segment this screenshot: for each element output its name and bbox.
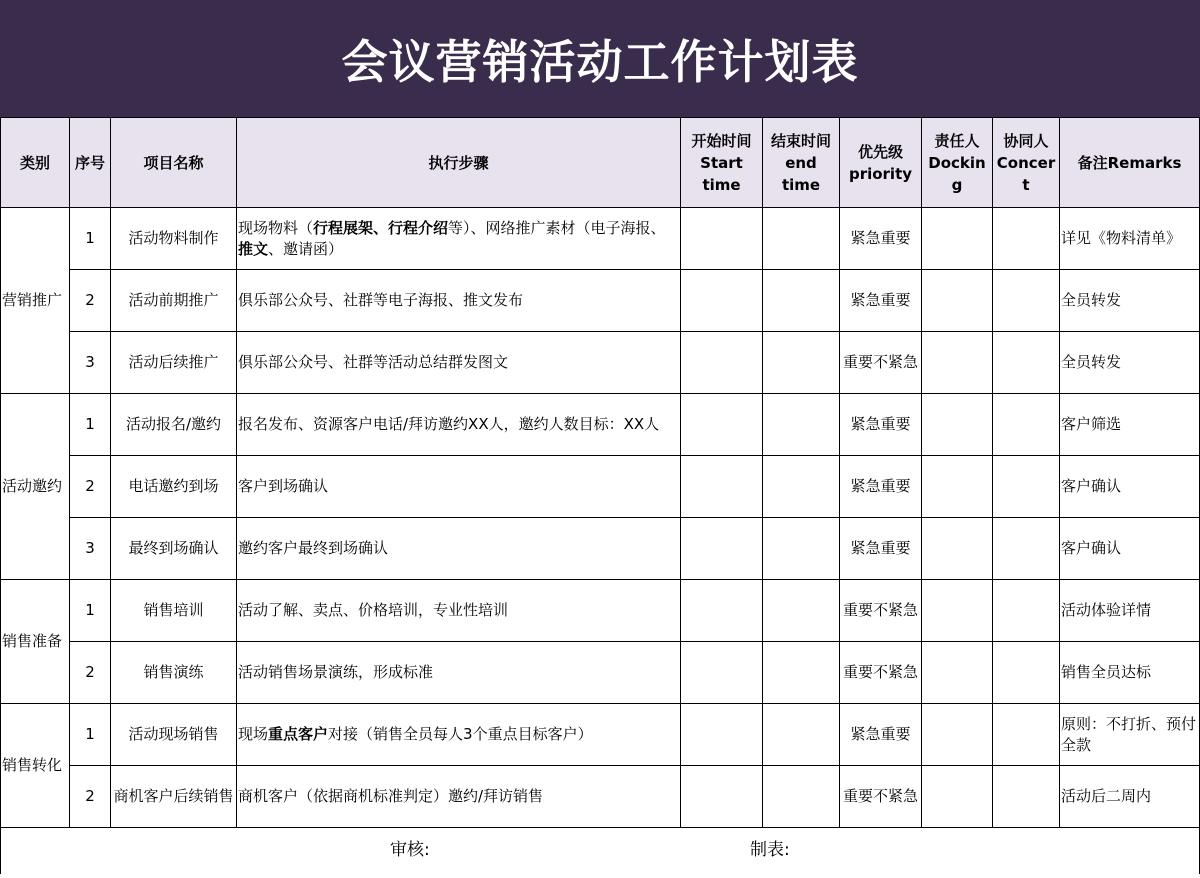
start-cell[interactable] bbox=[681, 332, 763, 394]
steps-cell: 活动了解、卖点、价格培训，专业性培训 bbox=[237, 580, 681, 642]
priority-cell: 紧急重要 bbox=[840, 456, 922, 518]
partner-cell[interactable] bbox=[993, 394, 1060, 456]
priority-cell: 重要不紧急 bbox=[840, 332, 922, 394]
partner-cell[interactable] bbox=[993, 456, 1060, 518]
start-cell[interactable] bbox=[681, 270, 763, 332]
table-row bbox=[1, 704, 1200, 766]
header-owner-cn: 责任人 bbox=[934, 131, 980, 150]
end-cell[interactable] bbox=[763, 580, 840, 642]
header-end-cn: 结束时间 bbox=[770, 131, 831, 150]
start-cell[interactable] bbox=[681, 766, 763, 828]
end-cell[interactable] bbox=[763, 642, 840, 704]
owner-cell[interactable] bbox=[922, 704, 993, 766]
priority-cell: 重要不紧急 bbox=[840, 766, 922, 828]
index-cell: 2 bbox=[70, 642, 111, 704]
category-cell: 销售准备 bbox=[1, 580, 70, 704]
steps-cell: 俱乐部公众号、社群等活动总结群发图文 bbox=[237, 332, 681, 394]
steps-bold: 行程展架、行程介绍 bbox=[313, 218, 449, 237]
partner-cell[interactable] bbox=[993, 642, 1060, 704]
owner-cell[interactable] bbox=[922, 332, 993, 394]
header-owner-en: Docking bbox=[928, 153, 986, 194]
header-end bbox=[763, 118, 840, 208]
remarks-cell: 详见《物料清单》 bbox=[1060, 208, 1200, 270]
header-partner bbox=[993, 118, 1060, 208]
sheet-title: 会议营销活动工作计划表 bbox=[0, 0, 1200, 117]
start-cell[interactable] bbox=[681, 456, 763, 518]
start-cell[interactable] bbox=[681, 208, 763, 270]
project-cell: 活动报名/邀约 bbox=[111, 394, 237, 456]
owner-cell[interactable] bbox=[922, 456, 993, 518]
priority-cell: 紧急重要 bbox=[840, 704, 922, 766]
index-cell: 1 bbox=[70, 394, 111, 456]
project-cell: 商机客户后续销售 bbox=[111, 766, 237, 828]
priority-cell: 紧急重要 bbox=[840, 208, 922, 270]
remarks-cell: 全员转发 bbox=[1060, 270, 1200, 332]
priority-cell: 重要不紧急 bbox=[840, 580, 922, 642]
remarks-cell: 销售全员达标 bbox=[1060, 642, 1200, 704]
end-cell[interactable] bbox=[763, 332, 840, 394]
maker-label: 制表: bbox=[750, 840, 790, 860]
index-cell: 2 bbox=[70, 270, 111, 332]
remarks-cell: 原则：不打折、预付全款 bbox=[1060, 704, 1200, 766]
priority-cell: 紧急重要 bbox=[840, 270, 922, 332]
priority-cell: 紧急重要 bbox=[840, 394, 922, 456]
footer-row bbox=[1, 828, 1200, 875]
end-cell[interactable] bbox=[763, 766, 840, 828]
remarks-cell: 客户确认 bbox=[1060, 518, 1200, 580]
end-cell[interactable] bbox=[763, 518, 840, 580]
index-cell: 2 bbox=[70, 456, 111, 518]
owner-cell[interactable] bbox=[922, 208, 993, 270]
table-row bbox=[1, 456, 1200, 518]
index-cell: 1 bbox=[70, 704, 111, 766]
partner-cell[interactable] bbox=[993, 270, 1060, 332]
end-cell[interactable] bbox=[763, 394, 840, 456]
partner-cell[interactable] bbox=[993, 208, 1060, 270]
owner-cell[interactable] bbox=[922, 642, 993, 704]
header-remarks: 备注Remarks bbox=[1060, 118, 1200, 208]
category-cell: 营销推广 bbox=[1, 208, 70, 394]
index-cell: 1 bbox=[70, 208, 111, 270]
remarks-cell: 客户筛选 bbox=[1060, 394, 1200, 456]
header-owner bbox=[922, 118, 993, 208]
project-cell: 电话邀约到场 bbox=[111, 456, 237, 518]
header-index: 序号 bbox=[70, 118, 111, 208]
remarks-cell: 活动后二周内 bbox=[1060, 766, 1200, 828]
header-start bbox=[681, 118, 763, 208]
steps-cell: 报名发布、资源客户电话/拜访邀约XX人，邀约人数目标：XX人 bbox=[237, 394, 681, 456]
table-row bbox=[1, 642, 1200, 704]
project-cell: 销售培训 bbox=[111, 580, 237, 642]
priority-cell: 重要不紧急 bbox=[840, 642, 922, 704]
start-cell[interactable] bbox=[681, 518, 763, 580]
steps-text: 对接（销售全员每人3个重点目标客户） bbox=[328, 725, 593, 743]
index-cell: 2 bbox=[70, 766, 111, 828]
table-row bbox=[1, 332, 1200, 394]
steps-text: 、邀请函） bbox=[268, 239, 344, 258]
owner-cell[interactable] bbox=[922, 766, 993, 828]
header-priority bbox=[840, 118, 922, 208]
table-row bbox=[1, 394, 1200, 456]
start-cell[interactable] bbox=[681, 642, 763, 704]
header-end-en: end time bbox=[781, 153, 821, 194]
project-cell: 活动现场销售 bbox=[111, 704, 237, 766]
header-partner-cn: 协同人 bbox=[1003, 131, 1049, 150]
header-steps: 执行步骤 bbox=[237, 118, 681, 208]
owner-cell[interactable] bbox=[922, 270, 993, 332]
table-row bbox=[1, 270, 1200, 332]
steps-cell: 客户到场确认 bbox=[237, 456, 681, 518]
table-row bbox=[1, 208, 1200, 270]
header-priority-en: priority bbox=[848, 164, 913, 183]
plan-table bbox=[0, 117, 1200, 874]
steps-text: 等）、网络推广素材（电子海报、 bbox=[448, 218, 666, 237]
steps-cell: 俱乐部公众号、社群等电子海报、推文发布 bbox=[237, 270, 681, 332]
steps-bold: 推文 bbox=[238, 239, 269, 258]
steps-cell: 活动销售场景演练，形成标准 bbox=[237, 642, 681, 704]
header-category: 类别 bbox=[1, 118, 70, 208]
start-cell[interactable] bbox=[681, 704, 763, 766]
end-cell[interactable] bbox=[763, 208, 840, 270]
partner-cell[interactable] bbox=[993, 704, 1060, 766]
index-cell: 1 bbox=[70, 580, 111, 642]
end-cell[interactable] bbox=[763, 704, 840, 766]
table-row bbox=[1, 766, 1200, 828]
steps-bold: 重点客户 bbox=[268, 725, 329, 743]
footer-cell bbox=[1, 828, 1200, 875]
partner-cell[interactable] bbox=[993, 580, 1060, 642]
steps-text: 现场 bbox=[238, 725, 269, 743]
header-partner-en: Concert bbox=[996, 153, 1056, 194]
project-cell: 销售演练 bbox=[111, 642, 237, 704]
end-cell[interactable] bbox=[763, 456, 840, 518]
header-project: 项目名称 bbox=[111, 118, 237, 208]
index-cell: 3 bbox=[70, 332, 111, 394]
header-start-en: Start time bbox=[700, 153, 743, 194]
start-cell[interactable] bbox=[681, 394, 763, 456]
header-row bbox=[1, 118, 1200, 208]
project-cell: 活动前期推广 bbox=[111, 270, 237, 332]
header-priority-cn: 优先级 bbox=[857, 142, 903, 161]
project-cell: 活动物料制作 bbox=[111, 208, 237, 270]
owner-cell[interactable] bbox=[922, 394, 993, 456]
remarks-cell: 客户确认 bbox=[1060, 456, 1200, 518]
steps-text: 现场物料（ bbox=[238, 218, 314, 237]
priority-cell: 紧急重要 bbox=[840, 518, 922, 580]
start-cell[interactable] bbox=[681, 580, 763, 642]
owner-cell[interactable] bbox=[922, 580, 993, 642]
index-cell: 3 bbox=[70, 518, 111, 580]
header-start-cn: 开始时间 bbox=[691, 131, 752, 150]
project-cell: 活动后续推广 bbox=[111, 332, 237, 394]
owner-cell[interactable] bbox=[922, 518, 993, 580]
review-label: 审核: bbox=[390, 840, 430, 860]
end-cell[interactable] bbox=[763, 270, 840, 332]
remarks-cell: 活动体验详情 bbox=[1060, 580, 1200, 642]
steps-cell bbox=[237, 704, 681, 766]
category-cell: 活动邀约 bbox=[1, 394, 70, 580]
steps-cell: 邀约客户最终到场确认 bbox=[237, 518, 681, 580]
table-row bbox=[1, 518, 1200, 580]
partner-cell[interactable] bbox=[993, 766, 1060, 828]
steps-cell bbox=[237, 208, 681, 270]
table-row bbox=[1, 580, 1200, 642]
partner-cell[interactable] bbox=[993, 518, 1060, 580]
steps-cell: 商机客户（依据商机标准判定）邀约/拜访销售 bbox=[237, 766, 681, 828]
category-cell: 销售转化 bbox=[1, 704, 70, 828]
project-cell: 最终到场确认 bbox=[111, 518, 237, 580]
partner-cell[interactable] bbox=[993, 332, 1060, 394]
remarks-cell: 全员转发 bbox=[1060, 332, 1200, 394]
